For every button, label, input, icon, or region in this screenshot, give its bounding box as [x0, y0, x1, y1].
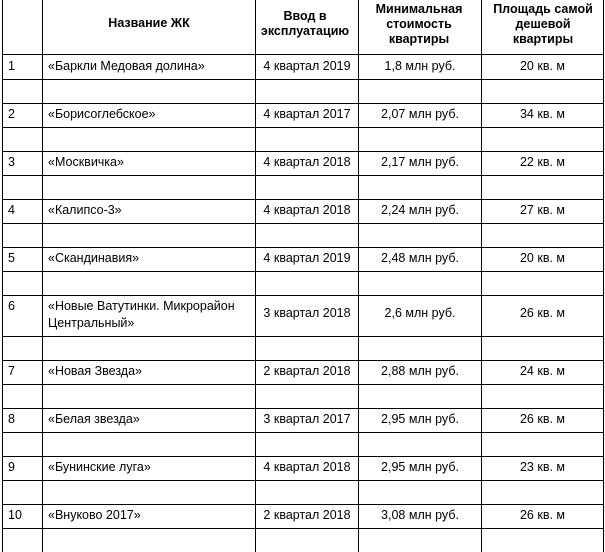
hline [2, 360, 604, 361]
row-name: «Москвичка» [48, 155, 124, 169]
row-name: «Белая звезда» [48, 412, 140, 426]
row-name: «Скандинавия» [48, 251, 140, 265]
row-number: 7 [8, 364, 15, 378]
row-area: 20 кв. м [519, 59, 566, 73]
vline-right [603, 0, 604, 552]
hline [2, 151, 604, 152]
row-number: 2 [8, 107, 15, 121]
row-name-line1: «Новые Ватутинки. Микрорайон [48, 299, 235, 313]
hline [2, 336, 604, 337]
row-name: «Баркли Медовая долина» [48, 59, 205, 73]
vline-1 [42, 0, 43, 552]
hline [2, 223, 604, 224]
hline [2, 79, 604, 80]
row-number: 1 [8, 59, 15, 73]
row-area: 26 кв. м [519, 306, 566, 320]
hline [2, 103, 604, 104]
row-commission: 3 квартал 2018 [263, 306, 351, 320]
hline [2, 456, 604, 457]
row-commission: 3 квартал 2017 [263, 412, 351, 426]
row-area: 22 кв. м [519, 155, 566, 169]
row-area: 23 кв. м [519, 460, 566, 474]
row-name: «Борисоглебское» [48, 107, 156, 121]
row-min-price: 2,24 млн руб. [381, 203, 459, 217]
row-min-price: 2,95 млн руб. [381, 412, 459, 426]
vline-left [2, 0, 3, 552]
row-min-price: 2,07 млн руб. [381, 107, 459, 121]
hline [2, 271, 604, 272]
row-min-price: 2,17 млн руб. [381, 155, 459, 169]
row-area: 27 кв. м [519, 203, 566, 217]
hline [2, 175, 604, 176]
row-area: 20 кв. м [519, 251, 566, 265]
row-number: 9 [8, 460, 15, 474]
row-min-price: 2,6 млн руб. [384, 306, 456, 320]
row-min-price: 3,08 млн руб. [381, 508, 459, 522]
row-number: 3 [8, 155, 15, 169]
header-commission: Ввод в эксплуатацию [260, 9, 350, 38]
header-name: Название ЖК [108, 16, 190, 30]
row-commission: 2 квартал 2018 [263, 508, 351, 522]
row-number: 10 [8, 508, 22, 522]
row-name-line2: Центральный» [48, 316, 135, 330]
hline [2, 408, 604, 409]
hline [2, 295, 604, 296]
row-name: «Бунинские луга» [48, 460, 151, 474]
row-name: «Внуково 2017» [48, 508, 141, 522]
row-commission: 4 квартал 2017 [263, 107, 351, 121]
row-min-price: 2,95 млн руб. [381, 460, 459, 474]
row-name: «Калипсо-3» [48, 203, 122, 217]
row-area: 24 кв. м [519, 364, 566, 378]
hline [2, 127, 604, 128]
row-commission: 2 квартал 2018 [263, 364, 351, 378]
row-name: «Новая Звезда» [48, 364, 143, 378]
hline [2, 384, 604, 385]
hline [2, 504, 604, 505]
row-min-price: 2,48 млн руб. [381, 251, 459, 265]
row-area: 26 кв. м [519, 412, 566, 426]
hline [2, 528, 604, 529]
hline [2, 247, 604, 248]
row-number: 5 [8, 251, 15, 265]
hline [2, 432, 604, 433]
row-commission: 4 квартал 2018 [263, 155, 351, 169]
header-min-price: Минимальная стоимость квартиры [375, 2, 463, 46]
row-number: 6 [8, 299, 15, 313]
row-commission: 4 квартал 2018 [263, 203, 351, 217]
row-min-price: 1,8 млн руб. [384, 59, 456, 73]
hline [2, 480, 604, 481]
row-commission: 4 квартал 2018 [263, 460, 351, 474]
row-commission: 4 квартал 2019 [263, 59, 351, 73]
row-number: 8 [8, 412, 15, 426]
row-area: 34 кв. м [519, 107, 566, 121]
hline-header [2, 54, 604, 55]
row-number: 4 [8, 203, 15, 217]
hline [2, 199, 604, 200]
row-min-price: 2,88 млн руб. [381, 364, 459, 378]
row-commission: 4 квартал 2019 [263, 251, 351, 265]
row-area: 26 кв. м [519, 508, 566, 522]
header-cheapest-area: Площадь самой дешевой квартиры [493, 2, 593, 46]
